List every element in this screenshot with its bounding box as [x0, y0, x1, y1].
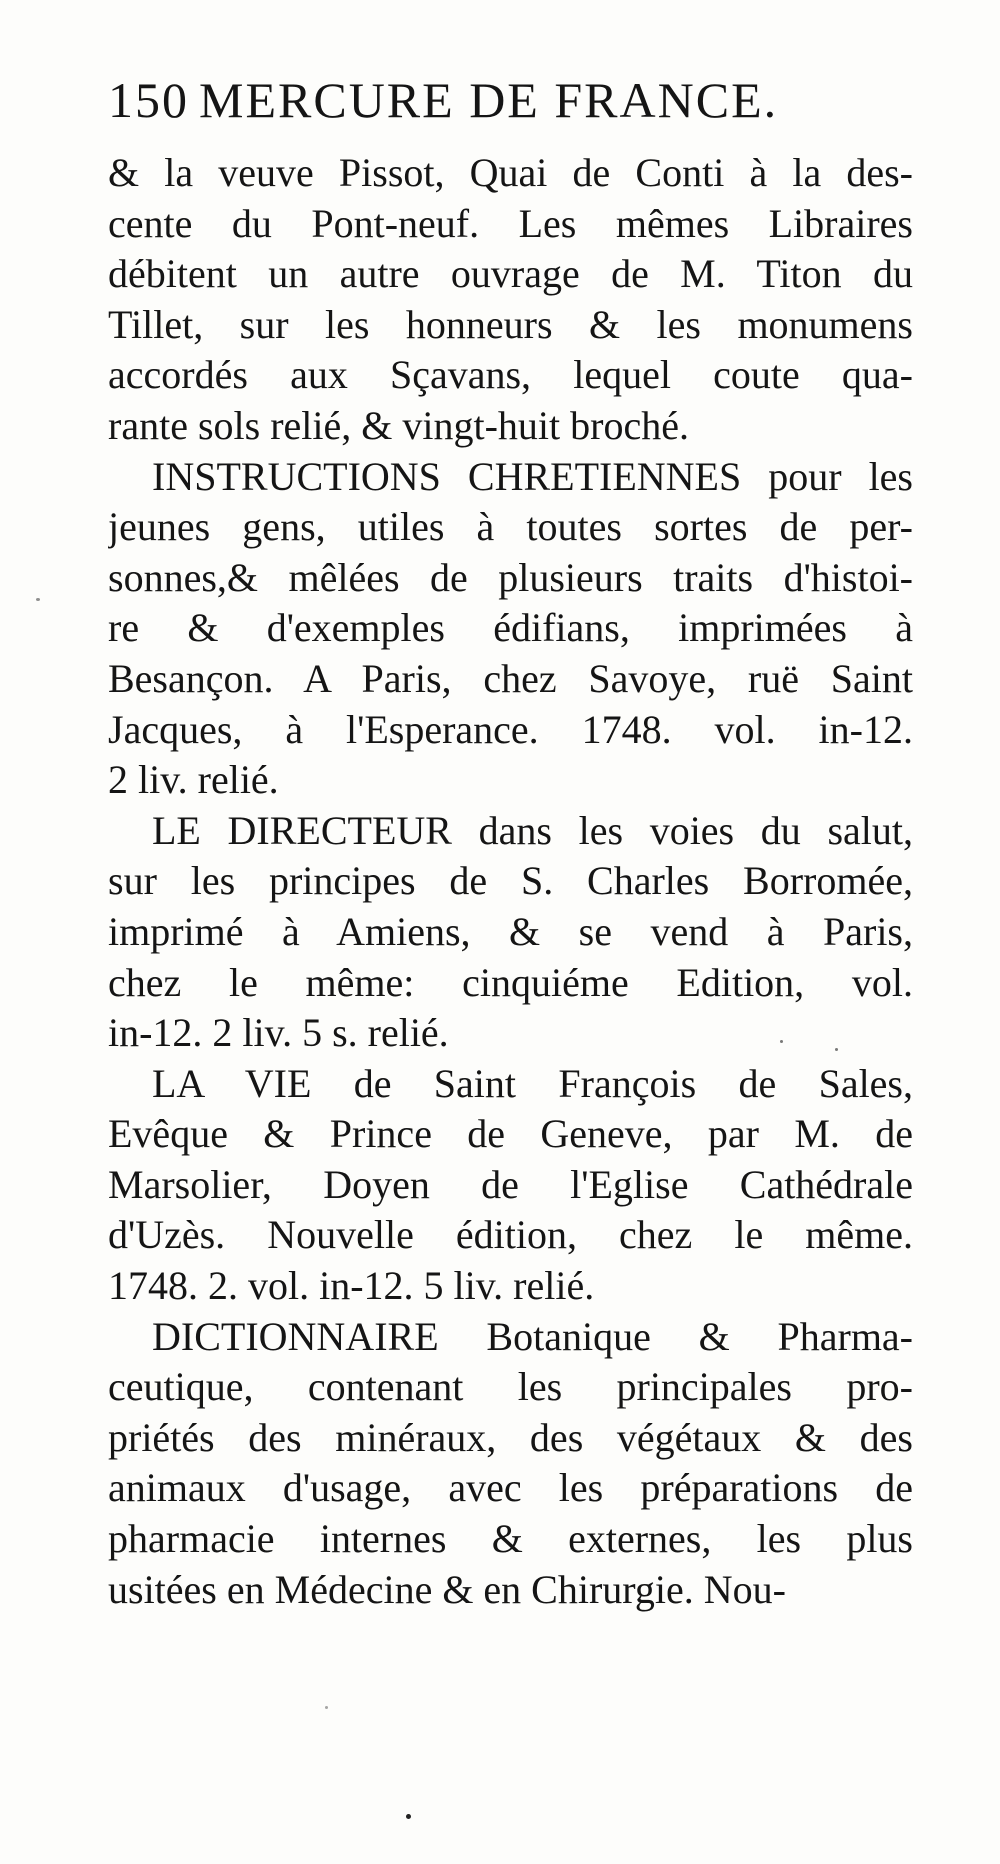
ink-speck: [835, 1048, 838, 1051]
body-text: [108, 148, 913, 1615]
entry-heading-line: LA VIE de Saint François de Sales,: [152, 1060, 913, 1106]
text-line: jeunes gens, utiles à toutes sortes de per-: [108, 504, 913, 550]
text-line: d'Uzès. Nouvelle édition, chez le même.: [108, 1212, 913, 1258]
text-line: Marsolier, Doyen de l'Eglise Cathédrale: [108, 1161, 913, 1207]
page-number: 150: [108, 72, 189, 128]
text-line: animaux d'usage, avec les préparations de: [108, 1465, 913, 1511]
text-line: Evêque & Prince de Geneve, par M. de: [108, 1111, 913, 1157]
text-line: accordés aux Sçavans, lequel coute qua-: [108, 352, 913, 398]
text-line: & la veuve Pissot, Quai de Conti à la des-: [108, 150, 913, 195]
text-line: ceutique, contenant les principales pro-: [108, 1364, 913, 1410]
text-line: débitent un autre ouvrage de M. Titon du: [108, 251, 913, 297]
text-line: in-12. 2 liv. 5 s. relié.: [108, 1010, 449, 1056]
text-line: imprimé à Amiens, & se vend à Paris,: [108, 908, 913, 954]
text-line: Jacques, à l'Esperance. 1748. vol. in-12.: [108, 706, 913, 752]
text-line: re & d'exemples édifians, imprimées à: [108, 605, 913, 651]
text-line: pharmacie internes & externes, les plus: [108, 1516, 913, 1562]
text-line: chez le même: cinquiéme Edition, vol.: [108, 959, 913, 1005]
ink-speck: [406, 1814, 411, 1819]
entry-heading-line: INSTRUCTIONS CHRETIENNES pour les: [152, 453, 913, 499]
text-line: 2 liv. relié.: [108, 757, 279, 803]
ink-speck: [36, 598, 40, 601]
ink-speck: [325, 1706, 328, 1709]
text-line: Besançon. A Paris, chez Savoye, ruë Saint: [108, 655, 913, 701]
running-head: [108, 70, 868, 130]
text-line: 1748. 2. vol. in-12. 5 liv. relié.: [108, 1263, 595, 1309]
text-line: sonnes,& mêlées de plusieurs traits d'histoi-: [108, 554, 913, 600]
text-line: priétés des minéraux, des végétaux & des: [108, 1414, 913, 1460]
text-line: usitées en Médecine & en Chirurgie. Nou-: [108, 1566, 786, 1612]
text-line: rante sols relié, & vingt-huit broché.: [108, 402, 689, 448]
text-line: Tillet, sur les honneurs & les monumens: [108, 301, 913, 347]
text-line: sur les principes de S. Charles Borromée,: [108, 858, 913, 904]
entry-heading-line: LE DIRECTEUR dans les voies du salut,: [152, 807, 913, 853]
entry-heading-line: DICTIONNAIRE Botanique & Pharma-: [152, 1313, 913, 1359]
text-line: cente du Pont-neuf. Les mêmes Libraires: [108, 200, 913, 246]
ink-speck: [780, 1040, 783, 1043]
running-title: MERCURE DE FRANCE.: [199, 72, 779, 128]
